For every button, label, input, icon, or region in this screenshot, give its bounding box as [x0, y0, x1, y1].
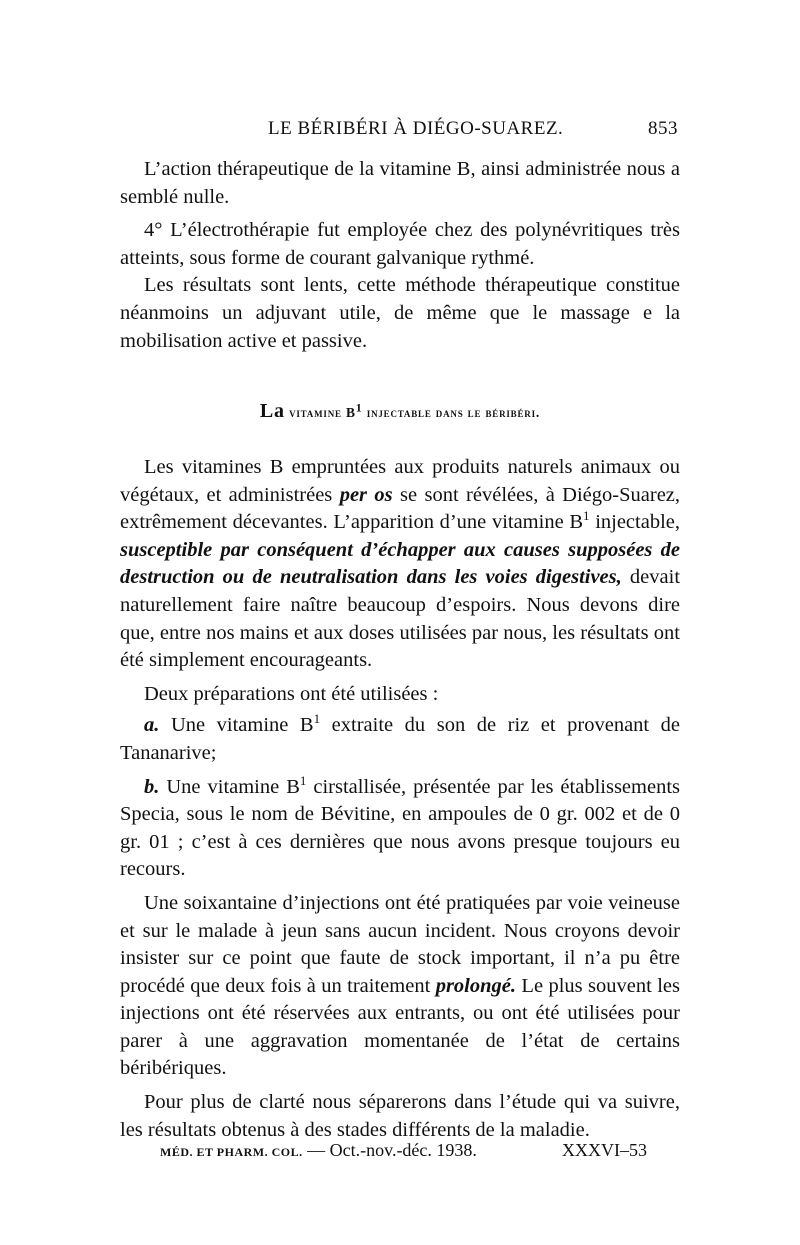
page-footer [0, 1140, 800, 1166]
paragraph-vitamin-b-effect: L’action thérapeutique de la vitamine B, ainsi administrée nous a semblé nulle. [120, 158, 680, 208]
paragraph-two-preparations: Deux préparations ont été utilisées : [144, 682, 439, 705]
paragraph-electrotherapy: 4° L’électrothérapie fut employée chez des polynévritiques très atteints, sous forme de courant galvanique rythmé. [120, 219, 680, 269]
list-item-b: b. Une vitamine $B^1$ cirstallisée, présentée par les établissements Specia, sous le nom de Bévitine, en ampoules de 0 gr. 002 et de 0 gr. 01 ; c’est à ces dernières que nous avons presque toujours eu recours. [120, 772, 680, 881]
paragraph-vitamins-origin: Les vitamines B empruntées aux produits naturels animaux ou végétaux, et administrées per os se sont révélées, à Diégo-Suarez, extrêmement décevantes. L’apparition d’une vitamine $B^1$ injectable, susceptible par conséquent d’échapper aux causes supposées de destruction ou de neutralisation dans les voies digestives, devait naturellement faire naître beaucoup d’espoirs. Nous devons dire que, entre nos mains et aux doses utilisées par nous, les résultats ont été simplement encourageants. [120, 456, 681, 672]
paragraph-results-slow: Les résultats sont lents, cette méthode thérapeutique constitue néanmoins un adjuvant utile, de même que le massage e la mobilisation active et passive. [120, 274, 680, 352]
running-title: LE BÉRIBÉRI À DIÉGO-SUAREZ. [268, 118, 564, 139]
text-block-top [120, 156, 680, 355]
footer-citation: MÉD. ET PHARM. COL. — Oct.-nov.-déc. 1938. [160, 1140, 477, 1160]
list-item-a: a. Une vitamine $B^1$ extraite du son de riz et provenant de Tananarive; [120, 711, 681, 764]
running-head [0, 118, 800, 144]
paragraph-injections: Une soixantaine d’injections ont été pratiquées par voie veineuse et sur le malade à jeun sans aucun incident. Nous croyons devoir insister sur ce point que faute de stock important, il n’a pu être procédé que deux fois à un traitement prolongé. Le plus souvent les injections ont été réservées aux entrants, ou ont été utilisées pour parer à une aggravation momentanée de l’état de certains béribériques. [120, 891, 681, 1080]
text-block-main [120, 454, 680, 1144]
page-number: 853 [648, 118, 678, 139]
footer-signature: XXXVI–53 [562, 1140, 647, 1160]
paragraph-clarity: Pour plus de clarté nous séparerons dans l’étude qui va suivre, les résultats obtenus à des stades différents de la maladie. [120, 1091, 680, 1141]
section-heading: La vitamine $B^1$ injectable dans le béribéri. [259, 400, 541, 422]
